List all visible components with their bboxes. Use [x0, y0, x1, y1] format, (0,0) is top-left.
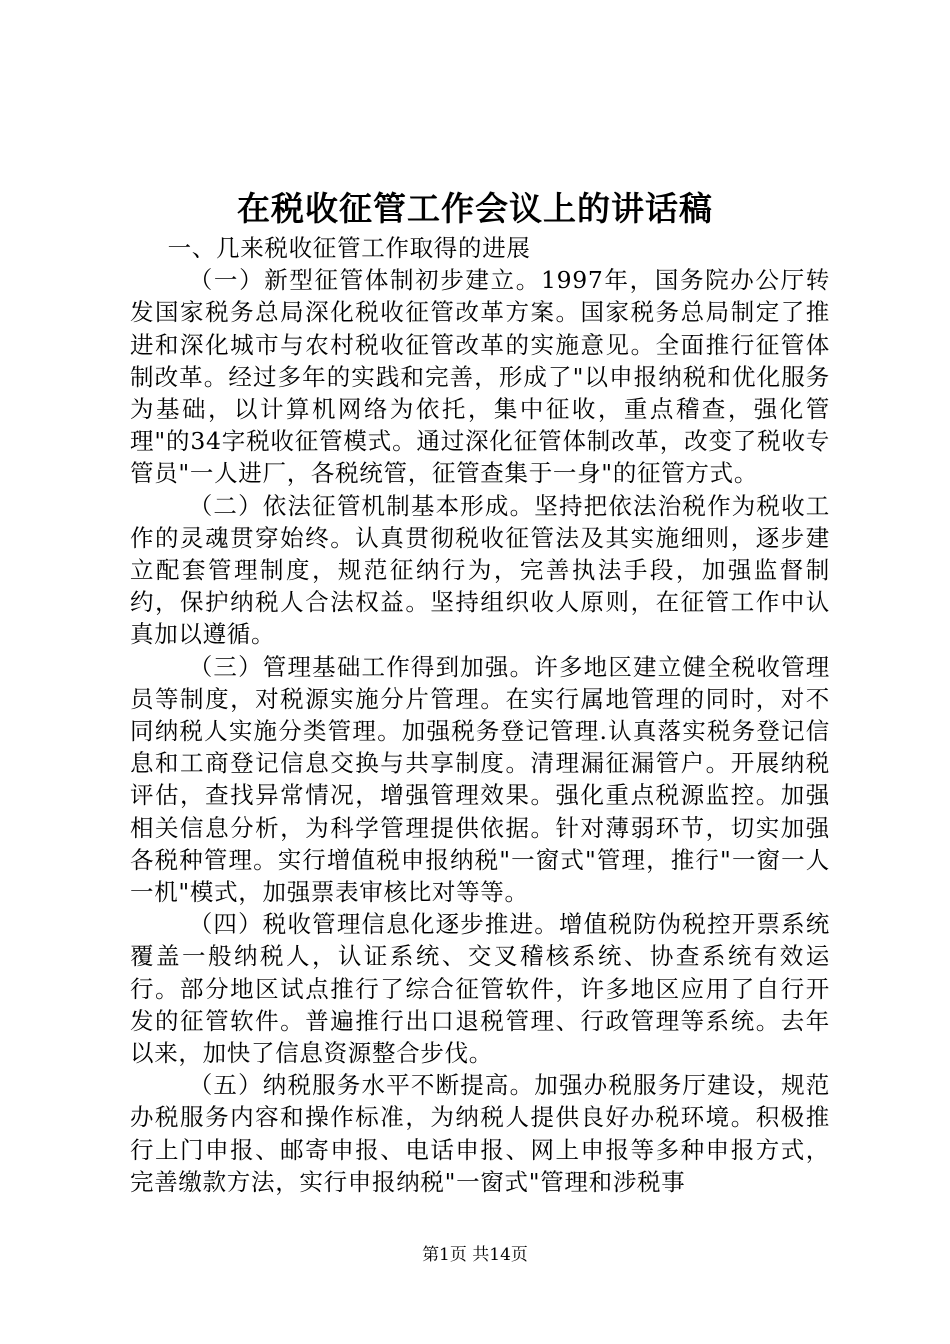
- page-footer: 第1页 共14页: [422, 1245, 528, 1265]
- paragraph-5: （五）纳税服务水平不断提高。加强办税服务厅建设，规范办税服务内容和操作标准，为纳税人提供良好办税环境。积极推行上门申报、邮寄申报、电话申报、网上申报等多种申报方式，完善缴款方法，实行申报纳税"一窗式"管理和涉税事: [130, 1071, 830, 1196]
- paragraph-1: （一）新型征管体制初步建立。1997年，国务院办公厅转发国家税务总局深化税收征管改革方案。国家税务总局制定了推进和深化城市与农村税收征管改革的实施意见。全面推行征管体制改革。经过多年的实践和完善，形成了"以申报纳税和优化服务为基础，以计算机网络为依托，集中征收，重点稽查，强化管理"的34字税收征管模式。通过深化征管体制改革，改变了税收专管员"一人进厂，各税统管，征管查集于一身"的征管方式。: [130, 266, 830, 488]
- document-body: [130, 232, 830, 1198]
- paragraph-4: （四）税收管理信息化逐步推进。增值税防伪税控开票系统覆盖一般纳税人，认证系统、交叉稽核系统、协查系统有效运行。部分地区试点推行了综合征管软件，许多地区应用了自行开发的征管软件。普遍推行出口退税管理、行政管理等系统。去年以来，加快了信息资源整合步伐。: [130, 910, 830, 1068]
- paragraph-2: （二）依法征管机制基本形成。坚持把依法治税作为税收工作的灵魂贯穿始终。认真贯彻税收征管法及其实施细则，逐步建立配套管理制度，规范征纳行为，完善执法手段，加强监督制约，保护纳税人合法权益。坚持组织收人原则，在征管工作中认真加以遵循。: [130, 491, 830, 649]
- paragraph-3: （三）管理基础工作得到加强。许多地区建立健全税收管理员等制度，对税源实施分片管理。在实行属地管理的同时，对不同纳税人实施分类管理。加强税务登记管理.认真落实税务登记信息和工商登记信息交换与共享制度。清理漏征漏管户。开展纳税评估，查找异常情况，增强管理效果。强化重点税源监控。加强相关信息分析，为科学管理提供依据。针对薄弱环节，切实加强各税种管理。实行增值税申报纳税"一窗式"管理，推行"一窗一人一机"模式，加强票表审核比对等等。: [130, 652, 830, 907]
- section-heading: 一、几来税收征管工作取得的进展: [167, 234, 531, 262]
- document-title: 在税收征管工作会议上的讲话稿: [237, 189, 713, 228]
